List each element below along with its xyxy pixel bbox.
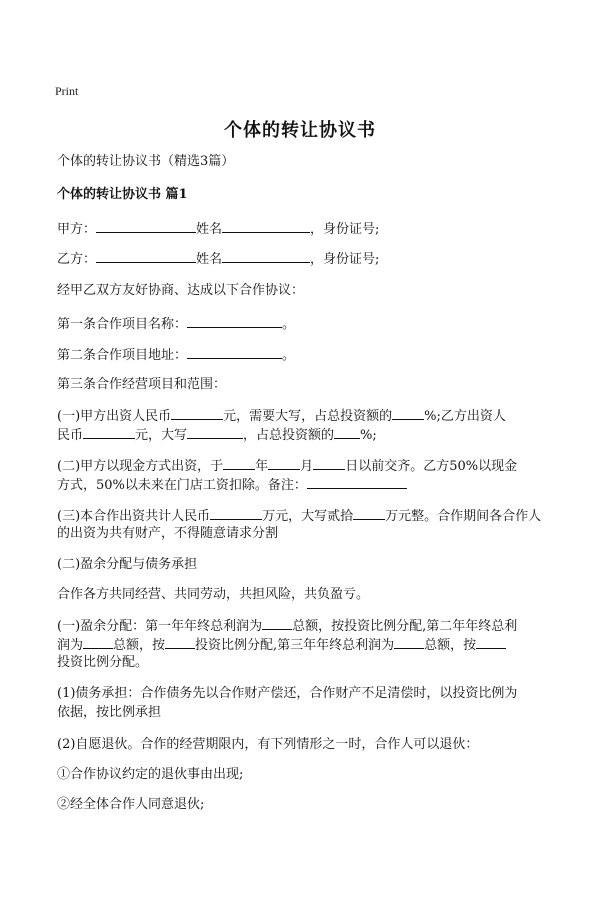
agreement-intro: 经甲乙双方友好协商、达成以下合作协议：	[57, 283, 305, 298]
party-a-label: 甲方：	[57, 222, 97, 237]
article-2-blank	[187, 344, 282, 359]
para-1-blank-1	[171, 405, 223, 420]
para-2-text-3: 月	[300, 459, 314, 474]
para-5: 合作各方共同经营、共同劳动，共担风险，共负盈亏。	[57, 587, 370, 602]
para-2-text-4: 日以前交齐。乙方50%以现金	[345, 459, 518, 474]
para-3-text-3: 万元整。合作期间各合作人	[385, 509, 542, 524]
para-6-text-4: 总额，按	[113, 638, 166, 653]
para-1-text-5: 元，大写	[135, 428, 188, 443]
party-a-line	[57, 218, 547, 239]
para-6-line-2	[57, 634, 547, 655]
party-a-id-label: ，身份证号;	[310, 222, 380, 237]
para-6-line-1	[57, 615, 547, 636]
para-1-blank-3	[83, 424, 135, 439]
para-1-text-7: %;	[360, 428, 377, 443]
para-2-text-5: 方式，50%以未来在门店工资扣除。备注：	[57, 478, 307, 493]
para-2-blank-3	[313, 455, 345, 470]
article-1-blank	[187, 313, 282, 328]
para-4: (二)盈余分配与债务承担	[57, 557, 198, 572]
para-6-blank-3	[165, 634, 195, 649]
para-1-text-3: %;乙方出资人	[424, 409, 506, 424]
para-2-blank-1	[223, 455, 255, 470]
article-1-end: 。	[282, 317, 296, 332]
article-2-end: 。	[282, 348, 296, 363]
print-label: Print	[55, 84, 79, 98]
document-subtitle: 个体的转让协议书（精选3篇）	[57, 154, 235, 169]
para-1-blank-2	[392, 405, 424, 420]
article-2-label: 第二条合作项目地址：	[57, 348, 188, 363]
para-8: (2)自愿退伙。合作的经营期限内，有下列情形之一时，合作人可以退伙：	[57, 737, 479, 752]
party-b-name-label: 姓名	[196, 252, 223, 267]
para-1-text-2: 元，需要大写，占总投资额的	[223, 409, 393, 424]
party-b-id-label: ，身份证号;	[310, 252, 380, 267]
para-10: ②经全体合作人同意退伙;	[57, 797, 205, 812]
article-1-label: 第一条合作项目名称：	[57, 317, 188, 332]
para-6-blank-2	[83, 634, 113, 649]
party-b-label: 乙方：	[57, 252, 97, 267]
para-6-text-5: 投资比例分配,第三年年终总利润为	[195, 638, 395, 653]
para-6-blank-5	[476, 634, 506, 649]
para-6-blank-1	[262, 615, 292, 630]
para-7-line-1: (1)债务承担：合作债务先以合作财产偿还，合作财产不足清偿时，以投资比例为	[57, 686, 518, 701]
para-2-text-2: 年	[255, 459, 269, 474]
section-heading: 个体的转让协议书 篇1	[57, 187, 188, 202]
party-b-blank	[96, 248, 196, 263]
para-6-text-1: (一)盈余分配：第一年年终总利润为	[57, 619, 263, 634]
party-a-name-blank	[222, 218, 310, 233]
para-1-line-1	[57, 405, 547, 426]
party-a-name-label: 姓名	[196, 222, 223, 237]
para-2-line-2	[57, 474, 547, 495]
para-9: ①合作协议约定的退伙事由出现;	[57, 767, 244, 782]
para-7-line-2: 依据，按比例承担	[57, 705, 162, 720]
article-2	[57, 344, 547, 365]
para-6-text-3: 润为	[57, 638, 84, 653]
para-3-line-2: 的出资为共有财产，不得随意请求分割	[57, 526, 279, 541]
party-a-blank	[96, 218, 196, 233]
para-6-text-2: 总额，按投资比例分配,第二年年终总利	[292, 619, 518, 634]
para-1-line-2	[57, 424, 547, 445]
para-6-blank-4	[394, 634, 424, 649]
para-3-line-1	[57, 505, 547, 526]
party-b-line	[57, 248, 547, 269]
article-3: 第三条合作经营项目和范围：	[57, 377, 227, 392]
para-1-text-4: 民币	[57, 428, 84, 443]
para-3-blank-2	[353, 505, 385, 520]
document-title: 个体的转让协议书	[224, 120, 376, 141]
para-1-text-1: (一)甲方出资人民币	[57, 409, 172, 424]
para-1-blank-4	[187, 424, 243, 439]
para-1-blank-5	[334, 424, 360, 439]
para-2-blank-2	[268, 455, 300, 470]
para-2-text-1: (二)甲方以现金方式出资，于	[57, 459, 224, 474]
article-1	[57, 313, 547, 334]
para-3-text-2: 万元，大写贰拾	[262, 509, 354, 524]
para-3-blank-1	[210, 505, 262, 520]
para-6-line-3: 投资比例分配。	[57, 655, 149, 670]
para-2-line-1	[57, 455, 547, 476]
para-2-blank-4	[307, 474, 407, 489]
party-b-name-blank	[222, 248, 310, 263]
para-6-text-6: 总额，按	[424, 638, 477, 653]
para-3-text-1: (三)本合作出资共计人民币	[57, 509, 211, 524]
para-1-text-6: ，占总投资额的	[243, 428, 335, 443]
